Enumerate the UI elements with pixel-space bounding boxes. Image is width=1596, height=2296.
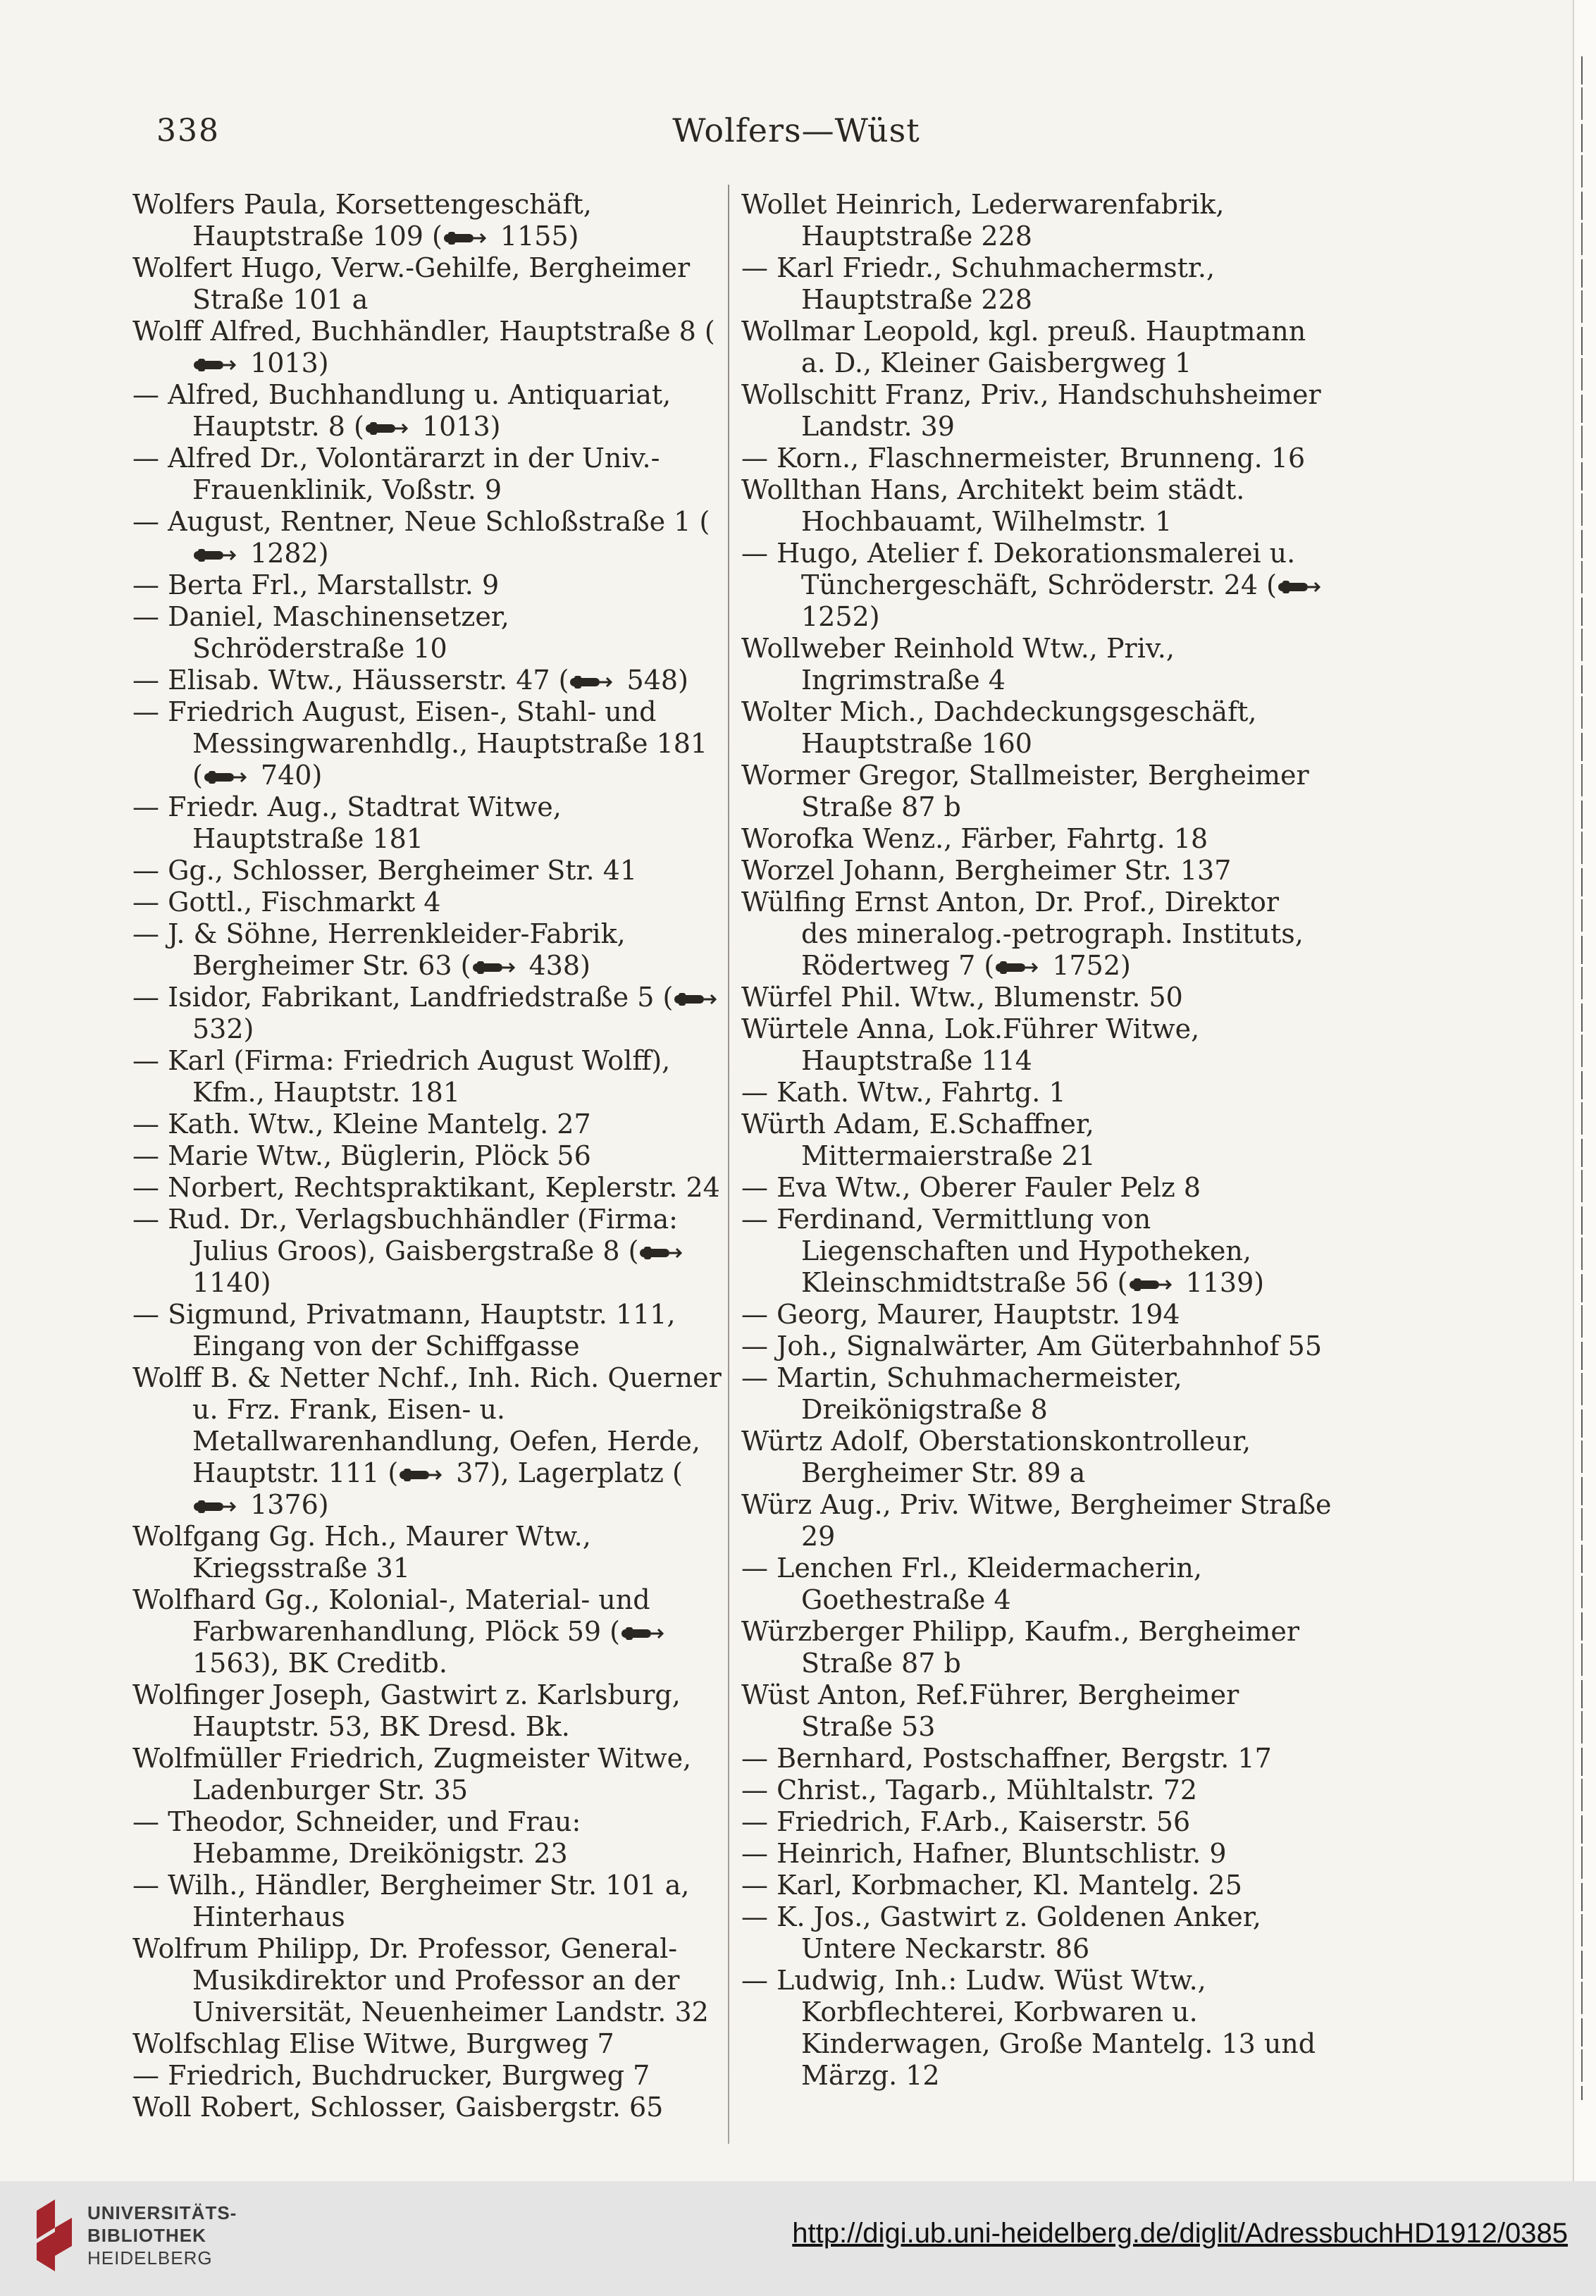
directory-subentry: — Marie Wtw., Büglerin, Plöck 56 bbox=[132, 1140, 591, 1171]
directory-subentry: — Lenchen Frl., Kleidermacherin, Goethestraße 4 bbox=[741, 1553, 1202, 1615]
directory-subentry: — Martin, Schuhmachermeister, Dreikönigstraße 8 bbox=[741, 1362, 1182, 1425]
directory-subentry: — Alfred, Buchhandlung u. Antiquariat, Hauptstr. 8 ( 1013) bbox=[132, 379, 672, 442]
directory-entry: Wolfinger Joseph, Gastwirt z. Karlsburg, Hauptstr. 53, BK Dresd. Bk. bbox=[132, 1679, 681, 1742]
telephone-icon bbox=[471, 958, 516, 977]
directory-entry: Wolter Mich., Dachdeckungsgeschäft, Hauptstraße 160 bbox=[741, 696, 1257, 759]
directory-subentry: — Alfred Dr., Volontärarzt in der Univ.-Frauenklinik, Voßstr. 9 bbox=[132, 443, 660, 505]
directory-subentry: — Christ., Tagarb., Mühltalstr. 72 bbox=[741, 1775, 1198, 1806]
institution-name-line3: HEIDELBERG bbox=[87, 2247, 213, 2269]
directory-subentry: — Wilh., Händler, Bergheimer Str. 101 a, Hinterhaus bbox=[132, 1870, 690, 1932]
telephone-icon bbox=[673, 990, 718, 1008]
directory-entry: Wollweber Reinhold Wtw., Priv., Ingrimstraße 4 bbox=[741, 633, 1175, 696]
telephone-icon bbox=[398, 1466, 443, 1484]
telephone-icon bbox=[192, 546, 237, 564]
directory-subentry: — Georg, Maurer, Hauptstr. 194 bbox=[741, 1299, 1180, 1330]
directory-subentry: — Friedr. Aug., Stadtrat Witwe, Hauptstraße 181 bbox=[132, 791, 562, 854]
directory-subentry: — Gottl., Fischmarkt 4 bbox=[132, 887, 441, 918]
library-logo-icon bbox=[34, 2197, 75, 2274]
directory-entry: Würth Adam, E.Schaffner, Mittermaierstraße 21 bbox=[741, 1109, 1096, 1171]
footer-bar bbox=[0, 2181, 1596, 2296]
directory-entry: Wollschitt Franz, Priv., Handschuhsheimer Landstr. 39 bbox=[741, 379, 1321, 442]
telephone-icon bbox=[1277, 578, 1322, 596]
directory-entry: Wolfrum Philipp, Dr. Professor, General-Musikdirektor und Professor an der Universität, Neuenheimer Landstr. 32 bbox=[132, 1933, 709, 2027]
telephone-icon bbox=[443, 229, 488, 247]
source-url-link[interactable]: http://digi.ub.uni-heidelberg.de/diglit/AdressbuchHD1912/0385 bbox=[792, 2218, 1568, 2249]
directory-subentry: — Ludwig, Inh.: Ludw. Wüst Wtw., Korbflechterei, Korbwaren u. Kinderwagen, Große Mantelg. 13 und Märzg. 12 bbox=[741, 1965, 1316, 2091]
directory-subentry: — Theodor, Schneider, und Frau: Hebamme, Dreikönigstr. 23 bbox=[132, 1806, 581, 1869]
directory-entry: Wolfert Hugo, Verw.-Gehilfe, Bergheimer Straße 101 a bbox=[132, 252, 691, 315]
directory-entry: Würfel Phil. Wtw., Blumenstr. 50 bbox=[741, 982, 1183, 1013]
directory-subentry: — Isidor, Fabrikant, Landfriedstraße 5 ( 532) bbox=[132, 982, 724, 1045]
telephone-icon bbox=[364, 419, 409, 438]
directory-entry: Woll Robert, Schlosser, Gaisbergstr. 65 bbox=[132, 2092, 664, 2123]
directory-entry: Würtele Anna, Lok.Führer Witwe, Hauptstraße 114 bbox=[741, 1013, 1200, 1076]
directory-entry: Wolfhard Gg., Kolonial-, Material- und Farbwarenhandlung, Plöck 59 ( 1563), BK Creditb. bbox=[132, 1584, 724, 1679]
directory-entry: Wüst Anton, Ref.Führer, Bergheimer Straße 53 bbox=[741, 1679, 1239, 1742]
directory-subentry: — Karl, Korbmacher, Kl. Mantelg. 25 bbox=[741, 1870, 1242, 1901]
directory-entry: Wormer Gregor, Stallmeister, Bergheimer Straße 87 b bbox=[741, 760, 1309, 822]
running-head: Wolfers—Wüst bbox=[672, 111, 920, 149]
directory-subentry: — Elisab. Wtw., Häusserstr. 47 ( 548) bbox=[132, 665, 688, 696]
directory-entry: Würzberger Philipp, Kaufm., Bergheimer Straße 87 b bbox=[741, 1616, 1300, 1679]
directory-entry: Wolff Alfred, Buchhändler, Hauptstraße 8 ( 1013) bbox=[132, 316, 715, 378]
page-edge bbox=[1573, 0, 1596, 2181]
directory-subentry: — Sigmund, Privatmann, Hauptstr. 111, Eingang von der Schiffgasse bbox=[132, 1299, 676, 1362]
directory-subentry: — Daniel, Maschinensetzer, Schröderstraße 10 bbox=[132, 601, 509, 664]
directory-subentry: — August, Rentner, Neue Schloßstraße 1 ( 1282) bbox=[132, 506, 710, 569]
directory-entry: Wolfmüller Friedrich, Zugmeister Witwe, Ladenburger Str. 35 bbox=[132, 1743, 692, 1806]
directory-entry: Wolfgang Gg. Hch., Maurer Wtw., Kriegsstraße 31 bbox=[132, 1521, 591, 1584]
telephone-icon bbox=[1128, 1276, 1173, 1294]
left-column bbox=[132, 189, 724, 2123]
directory-subentry: — Friedrich August, Eisen-, Stahl- und Messingwarenhdlg., Hauptstraße 181 ( 740) bbox=[132, 696, 708, 791]
directory-entry: Worofka Wenz., Färber, Fahrtg. 18 bbox=[741, 823, 1208, 854]
telephone-icon bbox=[620, 1624, 665, 1643]
directory-entry: Wolfers Paula, Korsettengeschäft, Hauptstraße 109 ( 1155) bbox=[132, 189, 592, 252]
directory-subentry: — Gg., Schlosser, Bergheimer Str. 41 bbox=[132, 855, 638, 886]
directory-subentry: — Berta Frl., Marstallstr. 9 bbox=[132, 569, 500, 600]
telephone-icon bbox=[994, 958, 1039, 977]
directory-entry: Wollet Heinrich, Lederwarenfabrik, Hauptstraße 228 bbox=[741, 189, 1225, 252]
directory-entry: Wollthan Hans, Architekt beim städt. Hochbauamt, Wilhelmstr. 1 bbox=[741, 474, 1245, 537]
directory-subentry: — Eva Wtw., Oberer Fauler Pelz 8 bbox=[741, 1172, 1201, 1203]
directory-subentry: — J. & Söhne, Herrenkleider-Fabrik, Bergheimer Str. 63 ( 438) bbox=[132, 918, 626, 981]
directory-entry: Worzel Johann, Bergheimer Str. 137 bbox=[741, 855, 1232, 886]
telephone-icon bbox=[569, 673, 614, 691]
directory-subentry: — Friedrich, Buchdrucker, Burgweg 7 bbox=[132, 2060, 650, 2091]
directory-subentry: — Friedrich, F.Arb., Kaiserstr. 56 bbox=[741, 1806, 1191, 1837]
telephone-icon bbox=[203, 768, 248, 786]
directory-entry: Wülfing Ernst Anton, Dr. Prof., Direktor des mineralog.-petrograph. Instituts, Rödertweg 7 ( 1752) bbox=[741, 887, 1304, 981]
telephone-icon bbox=[192, 356, 237, 374]
directory-subentry: — Rud. Dr., Verlagsbuchhändler (Firma: Julius Groos), Gaisbergstraße 8 ( 1140) bbox=[132, 1204, 724, 1299]
directory-subentry: — Joh., Signalwärter, Am Güterbahnhof 55 bbox=[741, 1331, 1323, 1362]
directory-subentry: — Bernhard, Postschaffner, Bergstr. 17 bbox=[741, 1743, 1272, 1774]
institution-name-line2: BIBLIOTHEK bbox=[87, 2225, 206, 2246]
page-number: 338 bbox=[156, 113, 220, 149]
directory-subentry: — Kath. Wtw., Kleine Mantelg. 27 bbox=[132, 1109, 591, 1140]
directory-entry: Wolfschlag Elise Witwe, Burgweg 7 bbox=[132, 2028, 614, 2059]
directory-subentry: — Korn., Flaschnermeister, Brunneng. 16 bbox=[741, 443, 1306, 474]
directory-entry: Würz Aug., Priv. Witwe, Bergheimer Straße 29 bbox=[741, 1489, 1332, 1552]
directory-entry: Würtz Adolf, Oberstationskontrolleur, Bergheimer Str. 89 a bbox=[741, 1426, 1251, 1488]
directory-subentry: — Karl Friedr., Schuhmachermstr., Hauptstraße 228 bbox=[741, 252, 1215, 315]
institution-name-line1: UNIVERSITÄTS- bbox=[87, 2202, 237, 2223]
right-column bbox=[741, 189, 1333, 2092]
directory-subentry: — K. Jos., Gastwirt z. Goldenen Anker, Untere Neckarstr. 86 bbox=[741, 1901, 1261, 1964]
directory-subentry: — Norbert, Rechtspraktikant, Keplerstr. 24 bbox=[132, 1172, 720, 1203]
directory-subentry: — Karl (Firma: Friedrich August Wolff), Kfm., Hauptstr. 181 bbox=[132, 1045, 671, 1108]
directory-subentry: — Kath. Wtw., Fahrtg. 1 bbox=[741, 1077, 1066, 1108]
directory-entry: Wolff B. & Netter Nchf., Inh. Rich. Querner u. Frz. Frank, Eisen- u. Metallwarenhandlung, Oefen, Herde, Hauptstr. 111 ( 37), Lagerplatz ( 1376) bbox=[132, 1362, 722, 1520]
telephone-icon bbox=[192, 1498, 237, 1516]
directory-subentry: — Hugo, Atelier f. Dekorationsmalerei u. Tünchergeschäft, Schröderstr. 24 ( 1252) bbox=[741, 538, 1333, 633]
directory-subentry: — Ferdinand, Vermittlung von Liegenschaften und Hypotheken, Kleinschmidtstraße 56 ( 1139) bbox=[741, 1204, 1265, 1298]
telephone-icon bbox=[638, 1244, 683, 1262]
directory-subentry: — Heinrich, Hafner, Bluntschlistr. 9 bbox=[741, 1838, 1227, 1869]
column-divider bbox=[728, 185, 729, 2144]
directory-entry: Wollmar Leopold, kgl. preuß. Hauptmann a. D., Kleiner Gaisbergweg 1 bbox=[741, 316, 1306, 378]
